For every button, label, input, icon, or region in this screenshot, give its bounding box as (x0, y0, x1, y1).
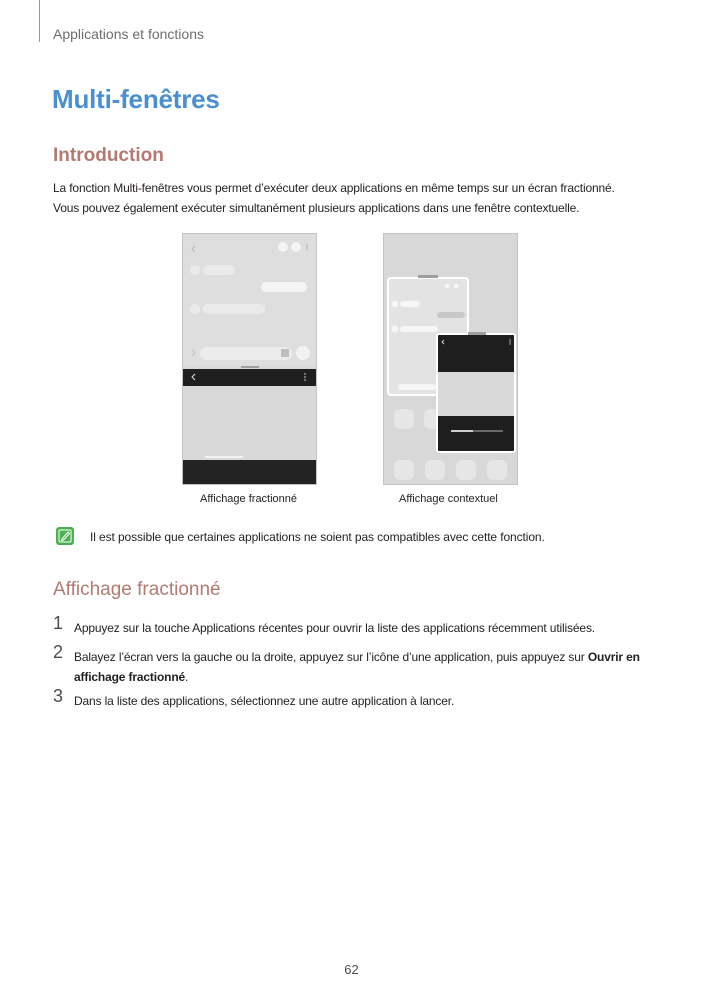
pencil-note-icon (56, 527, 74, 545)
section-header: Applications et fonctions (53, 26, 204, 42)
step-text: Appuyez sur la touche Applications récentes pour ouvrir la liste des applications récemment utilisées. (74, 621, 595, 635)
popup-view-illustration (383, 233, 518, 485)
margin-rule (39, 0, 40, 42)
pencil-glyph (58, 529, 72, 543)
introduction-text (53, 178, 663, 218)
step-number: 1 (53, 613, 64, 633)
split-view-caption: Affichage fractionné (200, 493, 298, 505)
introduction-line-2: Vous pouvez également exécuter simultanément plusieurs applications dans une fenêtre contextuelle. (53, 201, 580, 215)
step-text-after: . (185, 670, 189, 684)
step-text-before: Balayez l’écran vers la gauche ou la droite, appuyez sur l’icône d’une application, puis appuyez sur (74, 650, 588, 664)
split-view-illustration (182, 233, 317, 485)
page-number: 62 (344, 962, 359, 977)
introduction-line-1: La fonction Multi-fenêtres vous permet d’exécuter deux applications en même temps sur un écran fractionné. (53, 181, 615, 195)
step-text (74, 647, 649, 687)
split-view-heading: Affichage fractionné (53, 579, 221, 600)
popup-view-caption: Affichage contextuel (399, 493, 498, 505)
split-view-screens-graphic (183, 234, 316, 484)
page-title: Multi-fenêtres (52, 84, 220, 114)
step-number: 2 (53, 642, 64, 662)
open-in-split-view-label: Ouvrir en affichage fractionné (74, 650, 640, 684)
note-text: Il est possible que certaines applications ne soient pas compatibles avec cette fonction. (90, 530, 545, 544)
step-text: Dans la liste des applications, sélectionnez une autre application à lancer. (74, 694, 455, 708)
introduction-heading: Introduction (53, 145, 164, 166)
popup-view-screens-graphic (384, 234, 517, 484)
step-number: 3 (53, 686, 64, 706)
